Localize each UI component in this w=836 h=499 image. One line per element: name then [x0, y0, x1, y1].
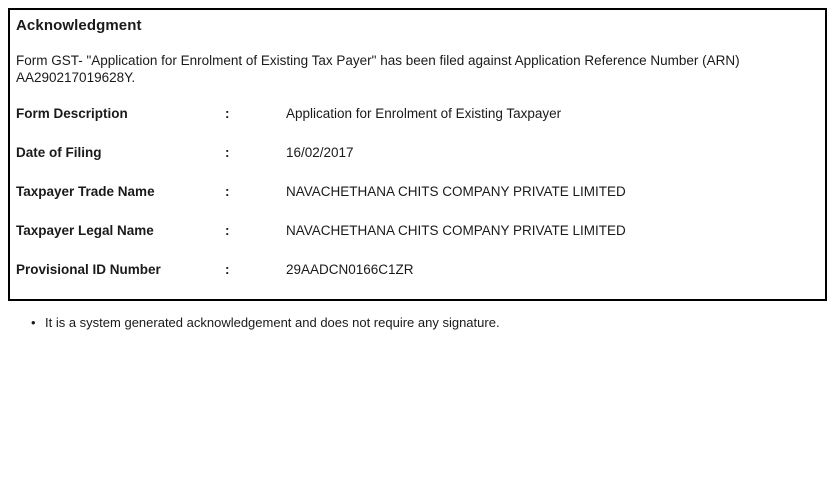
field-label: Taxpayer Legal Name — [16, 223, 154, 238]
field-label: Provisional ID Number — [16, 262, 161, 277]
field-separator: : — [225, 145, 230, 160]
page-title: Acknowledgment — [16, 17, 142, 34]
field-label: Date of Filing — [16, 145, 102, 160]
field-row-date-of-filing — [16, 133, 815, 172]
acknowledgment-box — [8, 8, 827, 301]
field-separator: : — [225, 184, 230, 199]
intro-paragraph: Form GST- "Application for Enrolment of Existing Tax Payer" has been filed against Application Reference Number (ARN) AA290217019628Y. — [16, 53, 740, 85]
footer-notes — [31, 315, 500, 331]
field-row-trade-name — [16, 172, 815, 211]
field-row-form-description — [16, 94, 815, 133]
field-separator: : — [225, 106, 230, 121]
system-generated-note: • It is a system generated acknowledgement and does not require any signature. — [31, 315, 500, 331]
field-row-provisional-id — [16, 250, 815, 289]
field-label: Taxpayer Trade Name — [16, 184, 155, 199]
field-value: 16/02/2017 — [286, 145, 354, 160]
field-value: Application for Enrolment of Existing Taxpayer — [286, 106, 562, 121]
field-value: NAVACHETHANA CHITS COMPANY PRIVATE LIMITED — [286, 223, 626, 238]
field-separator: : — [225, 262, 230, 277]
field-rows — [16, 94, 815, 289]
field-separator: : — [225, 223, 230, 238]
field-label: Form Description — [16, 106, 128, 121]
field-row-legal-name — [16, 211, 815, 250]
field-value: NAVACHETHANA CHITS COMPANY PRIVATE LIMITED — [286, 184, 626, 199]
field-value: 29AADCN0166C1ZR — [286, 262, 414, 277]
